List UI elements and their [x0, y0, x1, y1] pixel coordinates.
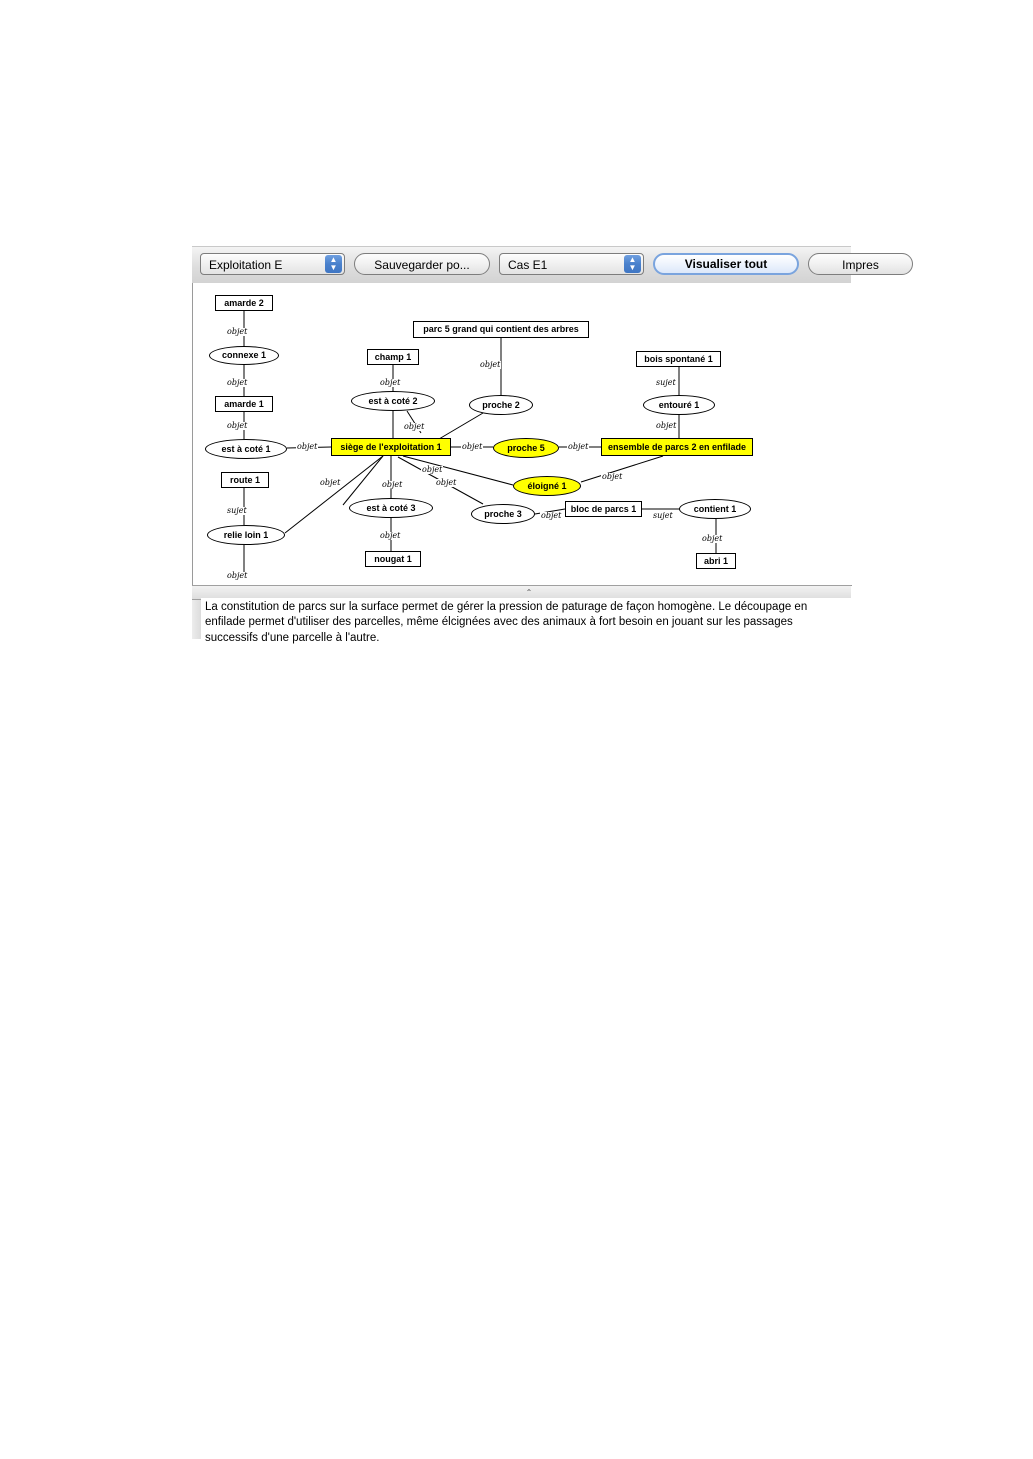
graph-node-siege1[interactable]: siège de l'exploitation 1	[331, 438, 451, 456]
graph-node-entoure1[interactable]: entouré 1	[643, 395, 715, 415]
application-window	[192, 246, 879, 644]
edge-label: objet	[568, 442, 589, 451]
exploitation-select-value: Exploitation E	[209, 258, 283, 272]
print-button[interactable]: Impres	[808, 253, 913, 275]
graph-node-connexe1[interactable]: connexe 1	[209, 346, 279, 365]
description-text: La constitution de parcs sur la surface permet de gérer la pression de paturage de façon homogène. Le découpage en enfilade permet d'utiliser des parcelles, même élcignées avec des animaux à fort besoin en jouant sur les passages successifs d'une parcelle à l'autre.	[201, 598, 851, 639]
graph-node-relieloin1[interactable]: relie loin 1	[207, 525, 285, 545]
graph-node-estacote1[interactable]: est à coté 1	[205, 439, 287, 459]
edge-label: objet	[422, 465, 443, 474]
graph-node-estacote2[interactable]: est à coté 2	[351, 391, 435, 411]
graph-node-eloigne1[interactable]: éloigné 1	[513, 476, 581, 496]
edge-label: objet	[462, 442, 483, 451]
graph-node-bois1[interactable]: bois spontané 1	[636, 351, 721, 367]
graph-node-parc5[interactable]: parc 5 grand qui contient des arbres	[413, 321, 589, 338]
edge-label: objet	[227, 378, 248, 387]
edge-label: sujet	[653, 511, 673, 520]
chevron-updown-icon: ▲ ▼	[624, 255, 641, 273]
scroll-grip-icon[interactable]: ⌃	[525, 588, 533, 597]
edge-label: objet	[702, 534, 723, 543]
graph-node-blocparcs1[interactable]: bloc de parcs 1	[565, 501, 642, 517]
edge-label: objet	[227, 327, 248, 336]
edge-label: objet	[404, 422, 425, 431]
graph-node-amarde2[interactable]: amarde 2	[215, 295, 273, 311]
graph-node-ensemble2[interactable]: ensemble de parcs 2 en enfilade	[601, 438, 753, 456]
graph-canvas-viewport[interactable]	[192, 283, 852, 586]
exploitation-select[interactable]	[200, 253, 345, 275]
graph-node-contient1[interactable]: contient 1	[679, 499, 751, 519]
graph-node-abri1[interactable]: abri 1	[696, 553, 736, 569]
edge-label: objet	[656, 421, 677, 430]
cas-select[interactable]	[499, 253, 644, 275]
edge-label: objet	[320, 478, 341, 487]
edge-label: objet	[382, 480, 403, 489]
graph-node-amarde1[interactable]: amarde 1	[215, 396, 273, 412]
save-button[interactable]: Sauvegarder po...	[354, 253, 490, 275]
graph-node-estacote3[interactable]: est à coté 3	[349, 498, 433, 518]
graph-node-route1[interactable]: route 1	[221, 472, 269, 488]
edge-label: objet	[227, 571, 248, 580]
edge-label: objet	[227, 421, 248, 430]
edge-label: objet	[436, 478, 457, 487]
chevron-updown-icon: ▲ ▼	[325, 255, 342, 273]
edge-label: objet	[297, 442, 318, 451]
edge-label: sujet	[656, 378, 676, 387]
edge-label: objet	[480, 360, 501, 369]
graph-node-proche2[interactable]: proche 2	[469, 395, 533, 415]
toolbar	[192, 246, 879, 285]
edge-label: objet	[541, 511, 562, 520]
graph-node-champ1[interactable]: champ 1	[367, 349, 419, 365]
visualize-all-button[interactable]: Visualiser tout	[653, 253, 799, 275]
edge-label: objet	[380, 378, 401, 387]
edge-label: objet	[380, 531, 401, 540]
graph-canvas	[193, 283, 852, 585]
graph-node-nougat1[interactable]: nougat 1	[365, 551, 421, 567]
graph-node-proche3[interactable]: proche 3	[471, 504, 535, 524]
edge-label: sujet	[227, 506, 247, 515]
cas-select-value: Cas E1	[508, 258, 548, 272]
graph-node-proche5[interactable]: proche 5	[493, 438, 559, 458]
edge-label: objet	[602, 472, 623, 481]
